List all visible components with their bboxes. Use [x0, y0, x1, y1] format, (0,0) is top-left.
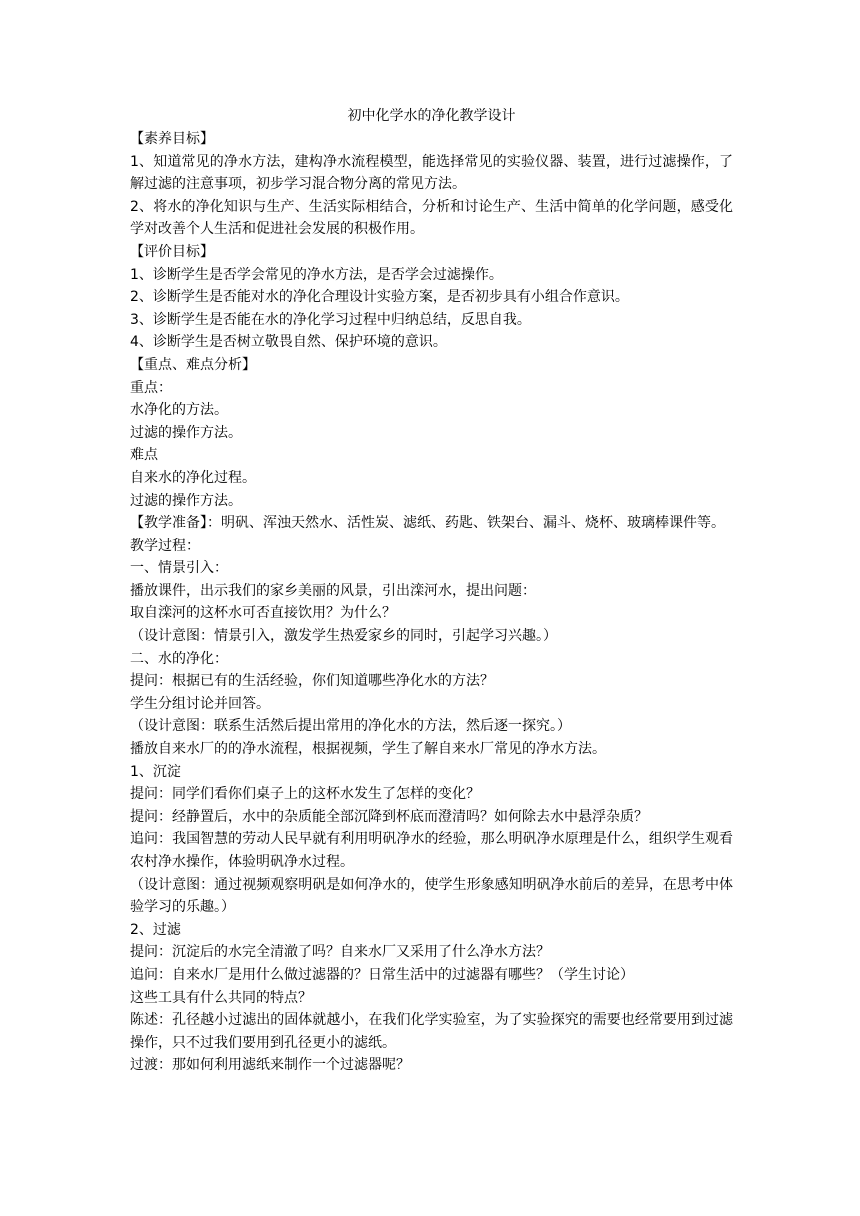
document-body [130, 104, 733, 1077]
paragraph: 取自滦河的这杯水可否直接饮用？为什么？ [130, 605, 396, 622]
paragraph: 难点 [130, 447, 158, 464]
paragraph: （设计意图：情景引入，激发学生热爱家乡的同时，引起学习兴趣。） [130, 628, 557, 645]
paragraph: 3、诊断学生是否能在水的净化学习过程中归纳总结，反思自我。 [130, 311, 531, 328]
paragraph: 重点： [130, 379, 172, 396]
paragraph: 提问：同学们看你们桌子上的这杯水发生了怎样的变化？ [130, 786, 480, 803]
paragraph: 过滤的操作方法。 [130, 492, 242, 509]
paragraph: 提问：根据已有的生活经验，你们知道哪些净化水的方法？ [130, 673, 494, 690]
paragraph: 陈述：孔径越小过滤出的固体就越小，在我们化学实验室，为了实验探究的需要也经常要用到过滤操作，只不过我们要用到孔径更小的滤纸。 [130, 1012, 733, 1051]
paragraph: 追问：自来水厂是用什么做过滤器的？日常生活中的过滤器有哪些？（学生讨论） [130, 966, 634, 983]
section-heading-teaching-process: 教学过程： [130, 537, 200, 554]
paragraph: 水净化的方法。 [130, 402, 228, 419]
paragraph: 2、诊断学生是否能对水的净化合理设计实验方案，是否初步具有小组合作意识。 [130, 289, 629, 306]
paragraph: 1、知道常见的净水方法，建构净水流程模型，能选择常见的实验仪器、装置，进行过滤操作，了解过滤的注意事项，初步学习混合物分离的常见方法。 [130, 153, 733, 193]
section-heading-literacy-goals: 【素养目标】 [130, 131, 214, 147]
document-title: 初中化学水的净化教学设计 [347, 108, 516, 124]
subsection-heading: 1、沉淀 [130, 763, 181, 780]
paragraph: 过渡：那如何利用滤纸来制作一个过滤器呢？ [130, 1057, 410, 1074]
paragraph: 这些工具有什么共同的特点？ [130, 989, 312, 1006]
subsection-heading: 一、情景引入： [130, 560, 228, 577]
paragraph: 播放课件，出示我们的家乡美丽的风景，引出滦河水，提出问题： [130, 582, 536, 599]
section-heading-key-points: 【重点、难点分析】 [130, 356, 256, 373]
subsection-heading: 2、过滤 [130, 921, 181, 938]
section-heading-evaluation-goals: 【评价目标】 [130, 243, 214, 260]
paragraph: （设计意图：联系生活然后提出常用的净化水的方法，然后逐一探究。） [130, 718, 571, 735]
paragraph: 提问：经静置后，水中的杂质能全部沉降到杯底而澄清吗？如何除去水中悬浮杂质？ [130, 808, 648, 825]
paragraph: 学生分组讨论并回答。 [130, 695, 270, 712]
paragraph: 2、将水的净化知识与生产、生活实际相结合，分析和讨论生产、生活中简单的化学问题，感受化学对改善个人生活和促进社会发展的积极作用。 [130, 198, 733, 238]
paragraph: 播放自来水厂的的净水流程，根据视频，学生了解自来水厂常见的净水方法。 [130, 741, 606, 758]
paragraph: 1、诊断学生是否学会常见的净水方法，是否学会过滤操作。 [130, 266, 503, 283]
paragraph: （设计意图：通过视频观察明矾是如何净水的，使学生形象感知明矾净水前后的差异，在思考中体验学习的乐趣。） [130, 876, 733, 916]
paragraph: 4、诊断学生是否树立敬畏自然、保护环境的意识。 [130, 334, 447, 351]
subsection-heading: 二、水的净化： [130, 650, 228, 667]
paragraph: 过滤的操作方法。 [130, 424, 242, 441]
paragraph: 提问：沉淀后的水完全清澈了吗？自来水厂又采用了什么净水方法？ [130, 944, 550, 961]
paragraph: 自来水的净化过程。 [130, 469, 256, 486]
paragraph: 追问：我国智慧的劳动人民早就有利用明矾净水的经验，那么明矾净水原理是什么，组织学生观看农村净水操作，体验明矾净水过程。 [130, 831, 733, 870]
paragraph-teaching-preparation: 【教学准备】：明矾、浑浊天然水、活性炭、滤纸、药匙、铁架台、漏斗、烧杯、玻璃棒课件等。 [130, 515, 725, 532]
